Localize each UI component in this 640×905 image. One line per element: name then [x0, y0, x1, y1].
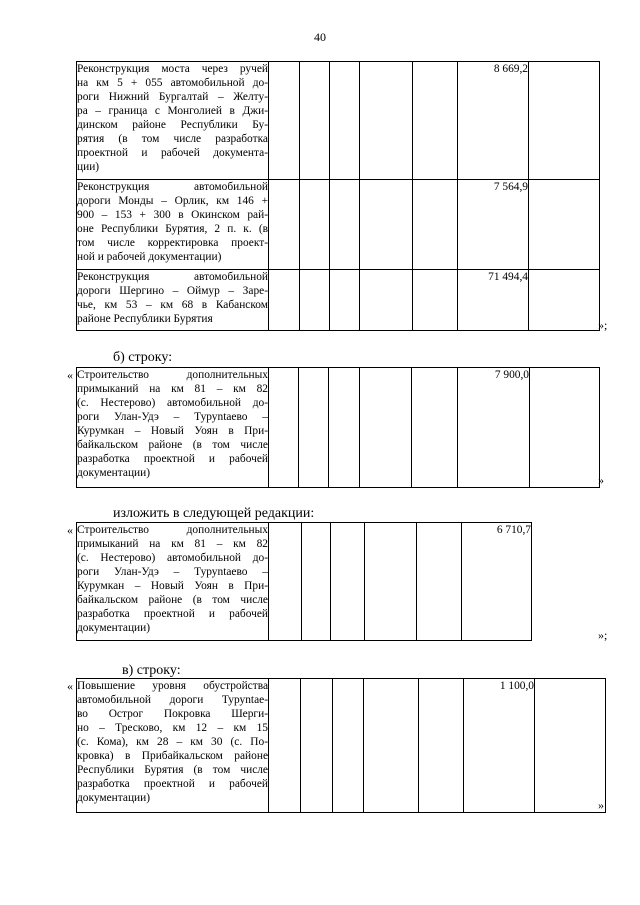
description-line: Повышение уровня обустройства	[77, 680, 268, 692]
description-line: разработка проектной и рабочей	[77, 778, 268, 790]
row-value: 7 564,9	[458, 180, 529, 270]
row-value: 71 494,4	[458, 270, 529, 331]
row-description	[77, 270, 269, 331]
description-line: роги Нижний Бургалтай – Желту-	[77, 91, 268, 103]
description-line: документации)	[77, 792, 151, 804]
description-line: (с. Нестерово) автомобильной до-	[77, 552, 268, 564]
row-c-table	[76, 678, 606, 813]
opening-quote-mark: «	[67, 523, 73, 537]
description-line: (с. Кома), км 28 – км 30 (с. По-	[77, 736, 268, 748]
description-line: Курумкан – Новый Уоян в При-	[77, 580, 268, 592]
description-line: районе Республики Бурятия	[77, 313, 213, 325]
description-line: дороги Монды – Орлик, км 146 +	[77, 195, 268, 207]
opening-quote-mark: «	[67, 368, 73, 382]
description-line: документации)	[77, 622, 151, 634]
row-description	[77, 368, 269, 488]
description-line: во Острог Покровка Шерги-	[77, 708, 268, 720]
description-line: ции)	[77, 161, 100, 173]
description-line: Реконструкция моста через ручей	[77, 63, 268, 75]
description-line: том числе корректировка проект-	[77, 237, 268, 249]
description-line: динском районе Республики Бу-	[77, 119, 268, 131]
description-line: Реконструкция автомобильной	[77, 271, 268, 283]
description-line: разработка проектной и рабочей	[77, 453, 268, 465]
table-row	[77, 180, 600, 270]
description-line: байкальском районе (в том числе	[77, 439, 268, 451]
description-line: рятия (в том числе разработка	[77, 133, 268, 145]
description-line: разработка проектной и рабочей	[77, 608, 268, 620]
row-description	[77, 62, 269, 180]
description-line: роги Улан-Удэ – Туруntaево –	[77, 411, 268, 423]
table-row	[77, 679, 606, 813]
description-line: кровка) в Прибайкальском районе	[77, 750, 268, 762]
section-caption: в) строку:	[122, 663, 181, 678]
table-row	[77, 62, 600, 180]
row-description	[77, 679, 269, 813]
description-line: примыканий на км 81 – км 82	[77, 383, 268, 395]
description-line: чье, км 53 – км 68 в Кабанском	[77, 299, 268, 311]
description-line: автомобильной дороги Туруntae-	[77, 694, 268, 706]
description-line: Строительство дополнительных	[77, 524, 268, 536]
closing-quote-mark: »	[598, 473, 604, 487]
closing-quote-mark: »	[598, 798, 604, 812]
description-line: байкальском районе (в том числе	[77, 594, 268, 606]
table-row	[77, 368, 600, 488]
description-line: Строительство дополнительных	[77, 369, 268, 381]
section-caption: б) строку:	[113, 350, 173, 365]
opening-quote-mark: «	[67, 679, 73, 693]
description-line: примыканий на км 81 – км 82	[77, 538, 268, 550]
page-number: 40	[314, 30, 326, 44]
closing-quote-mark: »;	[598, 628, 608, 642]
closing-quote-mark: »;	[598, 318, 608, 332]
description-line: но – Тресково, км 12 – км 15	[77, 722, 268, 734]
row-value: 1 100,0	[464, 679, 535, 813]
original-row-table	[76, 367, 600, 488]
top-table	[76, 61, 600, 331]
description-line: (с. Нестерово) автомобильной до-	[77, 397, 268, 409]
description-line: оне Республики Бурятия, 2 п. к. (в	[77, 223, 268, 235]
row-value: 6 710,7	[462, 523, 532, 641]
description-line: ной и рабочей документации)	[77, 251, 222, 263]
table-row	[77, 523, 595, 641]
description-line: документации)	[77, 467, 151, 479]
table-row	[77, 270, 600, 331]
row-description	[77, 523, 269, 641]
description-line: на км 5 + 055 автомобильной до-	[77, 77, 268, 89]
description-line: ра – граница с Монголией в Джи-	[77, 105, 268, 117]
description-line: роги Улан-Удэ – Туруntaево –	[77, 566, 268, 578]
section-caption: изложить в следующей редакции:	[113, 506, 315, 521]
description-line: проектной и рабочей документа-	[77, 147, 268, 159]
new-row-table	[76, 522, 595, 641]
row-description	[77, 180, 269, 270]
row-value: 7 900,0	[458, 368, 530, 488]
description-line: Курумкан – Новый Уоян в При-	[77, 425, 268, 437]
description-line: 900 – 153 + 300 в Окинском рай-	[77, 209, 268, 221]
description-line: Республики Бурятия (в том числе	[77, 764, 268, 776]
description-line: Реконструкция автомобильной	[77, 181, 268, 193]
row-value: 8 669,2	[458, 62, 529, 180]
description-line: дороги Шергино – Оймур – Заре-	[77, 285, 268, 297]
